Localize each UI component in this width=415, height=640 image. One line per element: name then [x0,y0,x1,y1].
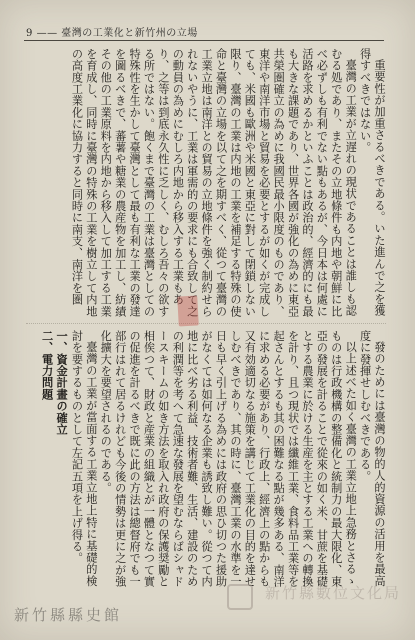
header-rule [24,40,384,41]
top-paragraph-1: 重要性が加重さるべきである。いた進んで之を獲得すべきではない。 [358,48,386,317]
list-item-power-issue: 二、電力問題 [40,330,55,401]
page-number: 9 [26,28,33,39]
header-dash: —— [36,28,58,39]
top-text-block [26,48,386,318]
header-title: 臺灣の工業化と新竹州の立場 [61,28,198,39]
bottom-paragraph-3: 臺灣の工業が當面する工業立地上特に基礎的検討を要するものとして左記五項を上げ得る。 [70,330,98,587]
bottom-paragraph-2: 以上述べた如く臺灣の工業立地上急務とさるゝものは行政機構の整備化と統制力の最大限化、東亞の發展を計ることで從來の如く米、甘蔗を基礎とする農業に於ける生産を主とする工業への轉換を計り、且つ現状では纖維工業、食料品工業等を起さんとするも其の困難なる點が幾多ある、南洋に求める必要があり、行政上、經濟上の點からも又有効適切なる施策を講じて工業化の目的を達せしむべきであり、其の時に、臺灣工業の水準を一日も早く引上げる為めには政府の思ひ切つた援助がなくては如何なる企業も誘致し難い。從つて内地に比べ劣る利益、技術者難、生活、建設のための利潤等を考へて急速な發展を望むならばシャドースキームの如き方法を取入れ政府の保護奨勵と相俟つて、財政と産業の組織とが一體となつて實の促進を計るべきで既に此の方法は總督府でも一部行はれて居るけれども今後の情勢は更に之が強化擴大を要望されるのである。 [99,330,358,588]
top-paragraph-2: 臺灣の工業が立遅れの現状であることは誰しも認むる処であり、またその立地條件も内地や朝鮮に比べ必ずしも有利でない點もあるが、今日本は何處に活路を求めるかといふことは政治的、經濟的にも最も大きな課題であり、世界各國が強化の為めに東亞共榮圏確立の為めに我國民最小限度のものであり、東洋や南洋市場と貿易を必要とするが如くが完成しても、米國も歐洲や米國と東亞に對して閉鎖しない限り、臺灣の工業は内地の工業を補足する特殊の使命と臺灣の立場を以て之を期すべく、從つて臺灣の工業立地は南洋との貿易の立地條件を強く制約せられないやうに、工業は軍需的の要求にも合致して之の動員の為めにむしろ内地から移入する工業もあり、之等は到底永久性に乏しく、むしろ吾々の欲する所ではない。飽くまで臺灣の工業は臺灣としての特殊性を生かして臺灣として最も有利な工業の發達を圖るべきで、蕃薯や糖業の農産物を加工し、紡績その他の工業原料を内地から移入して加工する工業を育成し、同時に臺灣の特殊の工業を樹立して内地の高度工業化に協力すると同時に南支、南洋を圏 [70,48,358,318]
watermark-text: 新竹縣數位文化局 [264,584,401,602]
running-header [26,24,198,39]
bottom-paragraph-1: 發のためには臺灣の物的人的資源の活用を最高度に發揮せしむべきである。 [358,330,386,587]
red-stamp-mark [177,295,199,326]
watermark-logo-icon [227,584,253,610]
list-item-funding-plan: 一、資金計畫の確立 [55,330,70,436]
bottom-text-block [26,330,386,590]
text-body [26,48,386,594]
library-mark: 新竹縣縣史館 [14,606,123,624]
block-divider [26,323,386,324]
